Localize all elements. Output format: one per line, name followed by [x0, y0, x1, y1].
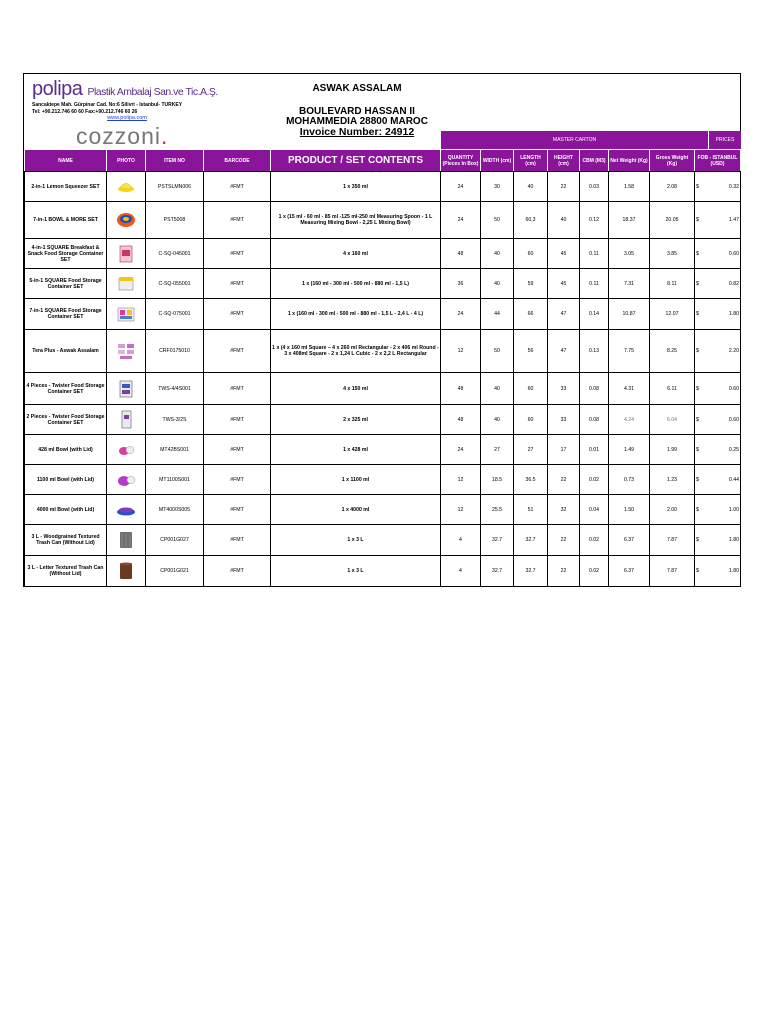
cell-name: Tera Plus - Aswak Assalam	[25, 330, 107, 373]
cell-length: 60	[514, 405, 548, 435]
price-value: 0.82	[728, 280, 739, 287]
cell-width: 40	[481, 269, 514, 299]
cell-photo	[107, 495, 146, 525]
cell-height: 45	[548, 239, 580, 269]
cell-cbm: 0.02	[580, 525, 609, 556]
cell-barcode: #FMT	[204, 239, 271, 269]
invoice-header	[24, 74, 740, 150]
cell-gross-weight: 1.23	[650, 465, 695, 495]
cell-gross-weight: 2.08	[650, 172, 695, 202]
currency-symbol: $	[696, 506, 699, 513]
price-value: 1.80	[728, 568, 739, 574]
cell-width: 40	[481, 373, 514, 405]
col-net-weight: Net Weight (Kg)	[609, 150, 650, 172]
cell-net-weight: 18.37	[609, 202, 650, 239]
cell-item-no: C-SQ-055001	[146, 269, 204, 299]
company-logo: polipa Plastik Ambalaj San.ve Tic.A.Ş.	[32, 78, 218, 100]
cell-name: 4 Pieces - Twister Food Storage Container SET	[25, 373, 107, 405]
cell-cbm: 0.11	[580, 269, 609, 299]
cell-fob-price	[695, 299, 741, 330]
blue-bowl-icon	[116, 500, 136, 520]
cell-photo	[107, 269, 146, 299]
cell-fob-price	[695, 435, 741, 465]
cell-length: 32.7	[514, 556, 548, 587]
cell-photo	[107, 299, 146, 330]
cell-name: 2-in-1 Lemon Squeezer SET	[25, 172, 107, 202]
cell-fob-price	[695, 202, 741, 239]
col-height: HEIGHT (cm)	[548, 150, 580, 172]
col-contents: PRODUCT / SET CONTENTS	[271, 150, 441, 172]
square-box-multi-icon	[116, 304, 136, 324]
cell-width: 50	[481, 330, 514, 373]
cell-item-no: C-SQ-045001	[146, 239, 204, 269]
cell-contents: 1 x 3 L	[271, 525, 441, 556]
cell-barcode: #FMT	[204, 465, 271, 495]
square-box-pink-icon	[116, 244, 136, 264]
price-value: 1.47	[728, 217, 739, 223]
square-box-yellow-icon	[116, 274, 136, 294]
cell-name: 428 ml Bowl (with Lid)	[25, 435, 107, 465]
cell-photo	[107, 405, 146, 435]
cell-fob-price	[695, 495, 741, 525]
cell-gross-weight: 7.87	[650, 525, 695, 556]
cell-barcode: #FMT	[204, 435, 271, 465]
cell-width: 25.5	[481, 495, 514, 525]
cell-net-weight: 4.31	[609, 373, 650, 405]
cell-item-no: CP001G027	[146, 525, 204, 556]
cell-name: 4000 ml Bowl (with Lid)	[25, 495, 107, 525]
cell-fob-price	[695, 239, 741, 269]
cell-width: 40	[481, 239, 514, 269]
cell-cbm: 0.11	[580, 239, 609, 269]
cell-name: 7-in-1 BOWL & MORE SET	[25, 202, 107, 239]
cell-net-weight: 4.24	[609, 405, 650, 435]
cell-cbm: 0.08	[580, 373, 609, 405]
cell-length: 36.5	[514, 465, 548, 495]
cell-item-no: PSTSLMN006	[146, 172, 204, 202]
cell-gross-weight: 8.11	[650, 269, 695, 299]
cell-quantity: 12	[441, 495, 481, 525]
cell-width: 44	[481, 299, 514, 330]
currency-symbol: $	[696, 217, 699, 223]
cell-width: 30	[481, 172, 514, 202]
cell-net-weight: 1.49	[609, 435, 650, 465]
cell-height: 47	[548, 330, 580, 373]
company-address: Sancaktepe Mah. Gürpinar Cad. No:6 Silivri - Istanbul- TURKEY	[32, 102, 183, 108]
cell-contents: 1 x 1100 ml	[271, 465, 441, 495]
cell-item-no: C-SQ-075001	[146, 299, 204, 330]
cell-net-weight: 3.05	[609, 239, 650, 269]
cell-quantity: 24	[441, 435, 481, 465]
currency-symbol: $	[696, 348, 699, 354]
invoice-sheet	[23, 73, 741, 587]
cell-height: 33	[548, 405, 580, 435]
table-row	[25, 525, 741, 556]
cell-quantity: 48	[441, 373, 481, 405]
cell-length: 66	[514, 299, 548, 330]
cell-photo	[107, 525, 146, 556]
col-fob: FOB - ISTANBUL (USD)	[695, 150, 741, 172]
cell-name: 2 Pieces - Twister Food Storage Container SET	[25, 405, 107, 435]
cell-cbm: 0.08	[580, 405, 609, 435]
cell-fob-price	[695, 556, 741, 587]
cell-photo	[107, 172, 146, 202]
cell-cbm: 0.12	[580, 202, 609, 239]
cell-width: 27	[481, 435, 514, 465]
currency-symbol: $	[696, 280, 699, 287]
pink-bowl-icon	[116, 440, 136, 460]
currency-symbol: $	[696, 311, 699, 317]
cell-quantity: 12	[441, 465, 481, 495]
cell-item-no: CRF0175010	[146, 330, 204, 373]
table-row	[25, 405, 741, 435]
cell-item-no: TWS-3/2S	[146, 405, 204, 435]
cell-name: 1100 ml Bowl (with Lid)	[25, 465, 107, 495]
cell-height: 45	[548, 269, 580, 299]
cell-height: 22	[548, 525, 580, 556]
cell-barcode: #FMT	[204, 525, 271, 556]
cell-net-weight: 6.37	[609, 525, 650, 556]
twister-pack-2-icon	[116, 410, 136, 430]
cell-quantity: 4	[441, 525, 481, 556]
cell-fob-price	[695, 172, 741, 202]
cell-photo	[107, 556, 146, 587]
cell-width: 18.5	[481, 465, 514, 495]
company-fullname: Plastik Ambalaj San.ve Tic.A.Ş.	[87, 86, 218, 98]
cell-net-weight: 7.75	[609, 330, 650, 373]
cell-quantity: 48	[441, 405, 481, 435]
cell-gross-weight: 12.07	[650, 299, 695, 330]
brand-logo: cozzoni.	[76, 123, 169, 149]
cell-fob-price	[695, 373, 741, 405]
cell-height: 32	[548, 495, 580, 525]
cell-net-weight: 6.37	[609, 556, 650, 587]
cell-contents: 1 x 3 L	[271, 556, 441, 587]
col-width: WIDTH (cm)	[481, 150, 514, 172]
cell-barcode: #FMT	[204, 172, 271, 202]
buyer-street: BOULEVARD HASSAN II	[299, 106, 415, 117]
cell-quantity: 36	[441, 269, 481, 299]
cell-photo	[107, 239, 146, 269]
cell-length: 59	[514, 269, 548, 299]
table-header-row	[25, 150, 741, 172]
product-table	[24, 149, 741, 587]
cell-barcode: #FMT	[204, 202, 271, 239]
cell-name: 3 L - Woodgrained Textured Trash Can (Without Lid)	[25, 525, 107, 556]
col-cbm: CBM (M3)	[580, 150, 609, 172]
buyer-city: MOHAMMEDIA 28800 MAROC	[286, 116, 428, 127]
cell-contents: 1 x (15 ml - 60 ml - 85 ml -125 ml-250 ml Measuring Spoon - 1 L Measuring Mixing Bowl - 2,25 L Mixing Bowl)	[271, 202, 441, 239]
table-row	[25, 556, 741, 587]
master-carton-header: MASTER CARTON	[440, 131, 708, 149]
cell-cbm: 0.14	[580, 299, 609, 330]
price-value: 0.60	[728, 385, 739, 392]
currency-symbol: $	[696, 568, 699, 574]
cell-net-weight: 1.58	[609, 172, 650, 202]
price-value: 0.60	[728, 416, 739, 423]
cell-length: 27	[514, 435, 548, 465]
twister-pack-icon	[116, 379, 136, 399]
price-value: 1.00	[728, 506, 739, 513]
cell-gross-weight: 7.87	[650, 556, 695, 587]
cell-net-weight: 0.73	[609, 465, 650, 495]
cell-quantity: 24	[441, 172, 481, 202]
cell-length: 40	[514, 172, 548, 202]
cell-length: 60	[514, 373, 548, 405]
cell-photo	[107, 435, 146, 465]
table-row	[25, 269, 741, 299]
cell-cbm: 0.01	[580, 435, 609, 465]
col-name: NAME	[25, 150, 107, 172]
currency-symbol: $	[696, 416, 699, 423]
cell-cbm: 0.13	[580, 330, 609, 373]
price-value: 0.32	[728, 183, 739, 190]
lemon-squeezer-icon	[116, 177, 136, 197]
cell-width: 32.7	[481, 556, 514, 587]
cell-gross-weight: 3.85	[650, 239, 695, 269]
purple-bowl-icon	[116, 470, 136, 490]
currency-symbol: $	[696, 250, 699, 257]
cell-cbm: 0.02	[580, 556, 609, 587]
cell-height: 22	[548, 465, 580, 495]
cell-length: 32.7	[514, 525, 548, 556]
cell-net-weight: 7.31	[609, 269, 650, 299]
invoice-number: Invoice Number: 24912	[299, 126, 415, 138]
currency-symbol: $	[696, 537, 699, 543]
col-length: LENGTH (cm)	[514, 150, 548, 172]
cell-contents: 1 x (160 ml - 300 ml - 500 ml - 880 ml - 1,5 L - 2,4 L - 4 L)	[271, 299, 441, 330]
table-row	[25, 373, 741, 405]
cell-quantity: 4	[441, 556, 481, 587]
cell-length: 51	[514, 495, 548, 525]
cell-net-weight: 10.87	[609, 299, 650, 330]
cell-gross-weight: 8.25	[650, 330, 695, 373]
cell-quantity: 48	[441, 239, 481, 269]
cell-barcode: #FMT	[204, 269, 271, 299]
cell-contents: 4 x 150 ml	[271, 373, 441, 405]
cell-width: 50	[481, 202, 514, 239]
cell-photo	[107, 465, 146, 495]
price-value: 1.80	[728, 311, 739, 317]
cell-height: 22	[548, 556, 580, 587]
cell-fob-price	[695, 405, 741, 435]
cell-gross-weight: 2.00	[650, 495, 695, 525]
cell-quantity: 12	[441, 330, 481, 373]
cell-item-no: PST5008	[146, 202, 204, 239]
cell-contents: 1 x 350 ml	[271, 172, 441, 202]
company-block	[32, 78, 232, 121]
letter-can-icon	[116, 561, 136, 581]
cell-width: 32.7	[481, 525, 514, 556]
cell-fob-price	[695, 330, 741, 373]
cell-fob-price	[695, 525, 741, 556]
cell-barcode: #FMT	[204, 330, 271, 373]
company-phone: Tel: +90.212.746 60 60 Fax:+90.212.746 60 26	[32, 109, 138, 115]
cell-height: 40	[548, 202, 580, 239]
table-row	[25, 435, 741, 465]
table-row	[25, 202, 741, 239]
col-quantity: QUANTITY (Pieces In Box)	[441, 150, 481, 172]
cell-name: 3 L - Letter Textured Trash Can (Without Lid)	[25, 556, 107, 587]
currency-symbol: $	[696, 446, 699, 453]
cell-length: 60	[514, 239, 548, 269]
cell-height: 33	[548, 373, 580, 405]
cell-gross-weight: 6.04	[650, 405, 695, 435]
cell-quantity: 24	[441, 202, 481, 239]
cell-item-no: MT4000S005	[146, 495, 204, 525]
cell-barcode: #FMT	[204, 556, 271, 587]
cell-barcode: #FMT	[204, 299, 271, 330]
col-photo: PHOTO	[107, 150, 146, 172]
col-item-no: ITEM NO	[146, 150, 204, 172]
cell-gross-weight: 1.99	[650, 435, 695, 465]
woodgrain-can-icon	[116, 530, 136, 550]
cell-name: 5-in-1 SQUARE Food Storage Container SET	[25, 269, 107, 299]
cell-barcode: #FMT	[204, 405, 271, 435]
table-row	[25, 172, 741, 202]
cell-fob-price	[695, 465, 741, 495]
cell-contents: 1 x (4 x 160 ml Square – 4 x 260 ml Rectangular - 2 x 406 ml Round - 3 x 408ml Square - 2 x 1,24 L Cubic - 2 x 2,2 L Rectangular	[271, 330, 441, 373]
cell-item-no: MT42BS001	[146, 435, 204, 465]
cell-height: 22	[548, 172, 580, 202]
cell-contents: 1 x 428 ml	[271, 435, 441, 465]
cell-cbm: 0.03	[580, 172, 609, 202]
cell-height: 47	[548, 299, 580, 330]
price-value: 2.20	[728, 348, 739, 354]
cell-width: 40	[481, 405, 514, 435]
cell-gross-weight: 20.05	[650, 202, 695, 239]
currency-symbol: $	[696, 183, 699, 190]
cell-net-weight: 1.50	[609, 495, 650, 525]
table-row	[25, 299, 741, 330]
price-value: 0.60	[728, 250, 739, 257]
table-row	[25, 495, 741, 525]
cell-barcode: #FMT	[204, 495, 271, 525]
currency-symbol: $	[696, 385, 699, 392]
prices-header: PRICES	[708, 131, 741, 149]
company-url[interactable]: www.polipa.com	[107, 115, 147, 121]
buyer-name: ASWAK ASSALAM	[312, 83, 402, 94]
price-value: 0.25	[728, 446, 739, 453]
cell-length: 60,3	[514, 202, 548, 239]
cell-fob-price	[695, 269, 741, 299]
table-row	[25, 239, 741, 269]
cell-photo	[107, 202, 146, 239]
cell-barcode: #FMT	[204, 373, 271, 405]
cell-contents: 4 x 160 ml	[271, 239, 441, 269]
tera-plus-stack-icon	[116, 341, 136, 361]
cell-contents: 1 x (160 ml - 300 ml - 500 ml - 880 ml - 1,5 L)	[271, 269, 441, 299]
cell-item-no: MT1100S001	[146, 465, 204, 495]
bowl-set-icon	[116, 210, 136, 230]
price-value: 1.80	[728, 537, 739, 543]
cell-item-no: CP001G021	[146, 556, 204, 587]
cell-height: 17	[548, 435, 580, 465]
cell-name: 4-in-1 SQUARE Breakfast & Snack Food Storage Container SET	[25, 239, 107, 269]
buyer-block	[274, 84, 440, 137]
cell-contents: 1 x 4000 ml	[271, 495, 441, 525]
cell-quantity: 24	[441, 299, 481, 330]
col-barcode: BARCODE	[204, 150, 271, 172]
cell-cbm: 0.02	[580, 465, 609, 495]
col-gross-weight: Gross Weight (Kg)	[650, 150, 695, 172]
cell-length: 56	[514, 330, 548, 373]
table-row	[25, 330, 741, 373]
cell-cbm: 0.04	[580, 495, 609, 525]
currency-symbol: $	[696, 476, 699, 483]
cell-name: 7-in-1 SQUARE Food Storage Container SET	[25, 299, 107, 330]
price-value: 0.44	[728, 476, 739, 483]
cell-photo	[107, 373, 146, 405]
cell-contents: 2 x 325 ml	[271, 405, 441, 435]
cell-photo	[107, 330, 146, 373]
cell-item-no: TWS-4/4S001	[146, 373, 204, 405]
table-row	[25, 465, 741, 495]
cell-gross-weight: 6.11	[650, 373, 695, 405]
